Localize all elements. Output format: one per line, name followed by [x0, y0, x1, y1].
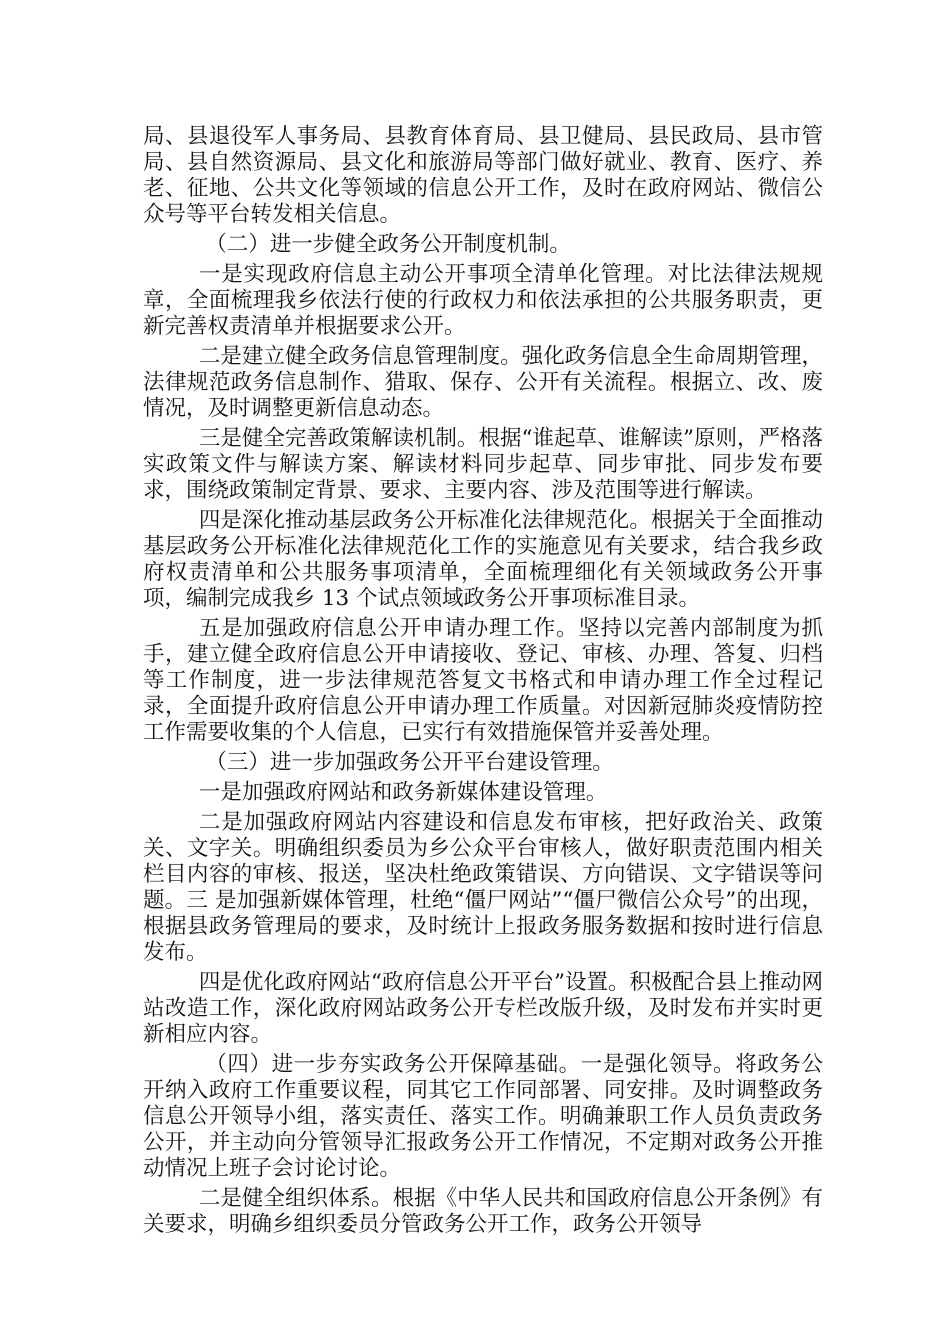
section-heading-4: （四）进一步夯实政务公开保障基础。一是强化领导。将政务公开纳入政府工作重要议程，同其它工作同部署、同安排。及时调整政务信息公开领导小组，落实责任、落实工作。明确兼职工作人员负责政务公开，并主动向分管领导汇报政务公开工作情况，不定期对政务公开推动情况上班子会讨论讨论。 — [143, 1052, 823, 1181]
paragraph-item-3: 三是健全完善政策解读机制。根据“谁起草、谁解读”原则，严格落实政策文件与解读方案、解读材料同步起草、同步审批、同步发布要求，围绕政策制定背景、要求、主要内容、涉及范围等进行解读。 — [143, 426, 823, 503]
paragraph-item-7: 二是加强政府网站内容建设和信息发布审核，把好政治关、政策关、文字关。明确组织委员为乡公众平台审核人，做好职责范围内相关栏目内容的审核、报送，坚决杜绝政策错误、方向错误、文字错误等问题。三 是加强新媒体管理，杜绝“僵尸网站”“僵尸微信公众号”的出现，根据县政务管理局的要求，及时统计上报政务服务数据和按时进行信息发布。 — [143, 810, 823, 965]
paragraph-item-6: 一是加强政府网站和政务新媒体建设管理。 — [198, 780, 608, 805]
section-heading-2: （二）进一步健全政务公开制度机制。 — [205, 232, 571, 257]
paragraph-item-9: 二是健全组织体系。根据《中华人民共和国政府信息公开条例》有关要求，明确乡组织委员分管政务公开工作，政务公开领导 — [143, 1186, 823, 1237]
paragraph-item-8: 四是优化政府网站“政府信息公开平台”设置。积极配合县上推动网站改造工作，深化政府网站政务公开专栏改版升级，及时发布并实时更新相应内容。 — [143, 970, 823, 1047]
document-page — [143, 124, 823, 1242]
paragraph-item-2: 二是建立健全政务信息管理制度。强化政务信息全生命周期管理，法律规范政务信息制作、猎取、保存、公开有关流程。根据立、改、废情况，及时调整更新信息动态。 — [143, 344, 823, 421]
paragraph-item-5: 五是加强政府信息公开申请办理工作。坚持以完善内部制度为抓手，建立健全政府信息公开申请接收、登记、审核、办理、答复、归档等工作制度，进一步法律规范答复文书格式和申请办理工作全过程记录，全面提升政府信息公开申请办理工作质量。对因新冠肺炎疫情防控工作需要收集的个人信息，已实行有效措施保管并妥善处理。 — [143, 616, 823, 745]
paragraph-item-4: 四是深化推动基层政务公开标准化法律规范化。根据关于全面推动基层政务公开标准化法律规范化工作的实施意见有关要求，结合我乡政府权责清单和公共服务事项清单，全面梳理细化有关领域政务公开事项，编制完成我乡 13 个试点领域政务公开事项标准目录。 — [143, 508, 823, 611]
paragraph-continuation: 局、县退役军人事务局、县教育体育局、县卫健局、县民政局、县市管局、县自然资源局、县文化和旅游局等部门做好就业、教育、医疗、养老、征地、公共文化等领域的信息公开工作，及时在政府网站、微信公众号等平台转发相关信息。 — [143, 124, 823, 227]
paragraph-item-1: 一是实现政府信息主动公开事项全清单化管理。对比法律法规规章，全面梳理我乡依法行使的行政权力和依法承担的公共服务职责，更新完善权责清单并根据要求公开。 — [143, 262, 823, 339]
section-heading-3: （三）进一步加强政务公开平台建设管理。 — [205, 750, 614, 775]
